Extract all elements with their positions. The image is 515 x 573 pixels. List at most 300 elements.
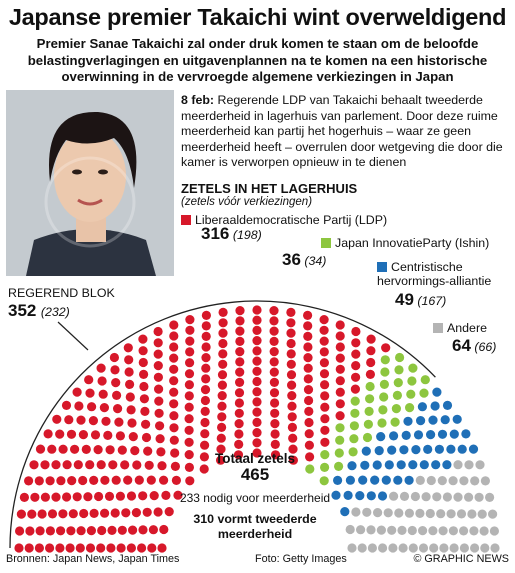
seat-dot-party-0 bbox=[270, 337, 279, 346]
seat-dot-party-2 bbox=[432, 388, 441, 397]
seat-dot-party-2 bbox=[414, 430, 423, 439]
seat-dot-party-0 bbox=[287, 360, 296, 369]
seat-dot-party-0 bbox=[235, 357, 244, 366]
seat-dot-party-0 bbox=[66, 543, 75, 552]
seat-dot-party-0 bbox=[217, 402, 226, 411]
seat-dot-party-0 bbox=[303, 332, 312, 341]
seat-dot-party-0 bbox=[336, 388, 345, 397]
total-label: Totaal zetels bbox=[214, 451, 296, 466]
seat-dot-party-0 bbox=[138, 525, 147, 534]
seat-dot-party-3 bbox=[408, 526, 417, 535]
seat-dot-party-0 bbox=[74, 401, 83, 410]
seat-dot-party-0 bbox=[252, 377, 261, 386]
seat-dot-party-0 bbox=[105, 492, 114, 501]
seat-dot-party-0 bbox=[185, 380, 194, 389]
seat-dot-party-0 bbox=[137, 543, 146, 552]
seat-dot-party-0 bbox=[351, 361, 360, 370]
seat-dot-party-0 bbox=[286, 318, 295, 327]
seat-dot-party-3 bbox=[459, 476, 468, 485]
seat-dot-party-0 bbox=[139, 358, 148, 367]
seat-dot-party-2 bbox=[420, 460, 429, 469]
seat-dot-party-0 bbox=[270, 347, 279, 356]
seat-dot-party-0 bbox=[138, 335, 147, 344]
seat-dot-party-0 bbox=[320, 347, 329, 356]
ishin-prev: (34) bbox=[304, 254, 327, 268]
seat-dot-party-0 bbox=[288, 434, 297, 443]
seat-dot-party-0 bbox=[252, 418, 261, 427]
seat-dot-party-0 bbox=[41, 493, 50, 502]
seat-dot-party-0 bbox=[62, 401, 71, 410]
seat-dot-party-0 bbox=[90, 509, 99, 518]
seat-dot-party-0 bbox=[381, 343, 390, 352]
seat-dot-party-3 bbox=[439, 543, 448, 552]
seat-dot-party-2 bbox=[378, 491, 387, 500]
seat-dot-party-0 bbox=[271, 440, 280, 449]
seat-dot-party-0 bbox=[66, 526, 75, 535]
seat-dot-party-0 bbox=[270, 398, 279, 407]
seat-dot-party-0 bbox=[201, 374, 210, 383]
seat-dot-party-3 bbox=[449, 476, 458, 485]
seat-dot-party-3 bbox=[388, 543, 397, 552]
seat-dot-party-0 bbox=[123, 476, 132, 485]
seat-dot-party-0 bbox=[320, 391, 329, 400]
seat-dot-party-0 bbox=[149, 525, 158, 534]
seat-dot-party-0 bbox=[165, 507, 174, 516]
seat-dot-party-0 bbox=[218, 391, 227, 400]
ruling-bloc-seats: 352 bbox=[8, 301, 37, 320]
seat-dot-party-0 bbox=[140, 407, 149, 416]
seat-dot-party-2 bbox=[360, 461, 369, 470]
seat-dot-party-0 bbox=[320, 369, 329, 378]
seat-dot-party-0 bbox=[159, 525, 168, 534]
seat-dot-party-0 bbox=[52, 415, 61, 424]
seat-dot-party-0 bbox=[303, 311, 312, 320]
seat-dot-party-0 bbox=[55, 430, 64, 439]
seat-dot-party-0 bbox=[154, 338, 163, 347]
seat-dot-party-3 bbox=[478, 509, 487, 518]
seat-dot-party-0 bbox=[169, 411, 178, 420]
seat-dot-party-3 bbox=[453, 460, 462, 469]
seat-dot-party-0 bbox=[202, 332, 211, 341]
seat-dot-party-3 bbox=[475, 493, 484, 502]
seat-dot-party-0 bbox=[154, 373, 163, 382]
seat-dot-party-2 bbox=[450, 430, 459, 439]
seat-dot-party-1 bbox=[366, 382, 375, 391]
seat-dot-party-3 bbox=[490, 543, 499, 552]
seat-dot-party-3 bbox=[469, 526, 478, 535]
seat-dot-party-3 bbox=[467, 509, 476, 518]
seat-dot-party-2 bbox=[428, 416, 437, 425]
seat-dot-party-0 bbox=[24, 476, 33, 485]
seat-dot-party-3 bbox=[378, 543, 387, 552]
seat-dot-party-1 bbox=[378, 405, 387, 414]
seat-dot-party-2 bbox=[446, 445, 455, 454]
seat-dot-party-0 bbox=[147, 476, 156, 485]
seat-dot-party-1 bbox=[405, 403, 414, 412]
seat-dot-party-3 bbox=[453, 493, 462, 502]
seat-dot-party-0 bbox=[304, 374, 313, 383]
seat-dot-party-2 bbox=[435, 445, 444, 454]
seat-dot-party-0 bbox=[169, 399, 178, 408]
seat-dot-party-0 bbox=[320, 315, 329, 324]
seat-dot-party-0 bbox=[135, 476, 144, 485]
seat-dot-party-0 bbox=[157, 543, 166, 552]
seat-dot-party-3 bbox=[460, 543, 469, 552]
seat-dot-party-0 bbox=[234, 429, 243, 438]
seat-dot-party-2 bbox=[458, 445, 467, 454]
seat-dot-party-0 bbox=[185, 414, 194, 423]
ishin-seats: 36 bbox=[282, 250, 301, 269]
seat-dot-party-0 bbox=[201, 364, 210, 373]
seat-dot-party-0 bbox=[185, 426, 194, 435]
seat-dot-party-0 bbox=[83, 492, 92, 501]
seat-dot-party-2 bbox=[431, 460, 440, 469]
majority-note: 233 nodig voor meerderheid bbox=[179, 491, 331, 505]
seat-dot-party-0 bbox=[305, 429, 314, 438]
seat-dot-party-0 bbox=[97, 526, 106, 535]
seat-dot-party-0 bbox=[336, 376, 345, 385]
seat-dot-party-0 bbox=[270, 327, 279, 336]
seat-dot-party-2 bbox=[370, 476, 379, 485]
seat-dot-party-3 bbox=[481, 476, 490, 485]
seat-dot-party-0 bbox=[303, 353, 312, 362]
seat-dot-party-3 bbox=[366, 525, 375, 534]
seat-dot-party-0 bbox=[169, 365, 178, 374]
seat-dot-party-0 bbox=[20, 493, 29, 502]
seat-dot-party-0 bbox=[69, 509, 78, 518]
seat-dot-party-0 bbox=[252, 408, 261, 417]
seat-dot-party-2 bbox=[442, 460, 451, 469]
seat-dot-party-0 bbox=[218, 370, 227, 379]
seat-dot-party-0 bbox=[101, 417, 110, 426]
seat-dot-party-0 bbox=[132, 508, 141, 517]
seat-dot-party-0 bbox=[235, 316, 244, 325]
seat-dot-party-0 bbox=[110, 353, 119, 362]
seat-dot-party-0 bbox=[46, 526, 55, 535]
seat-dot-party-0 bbox=[127, 418, 136, 427]
seat-dot-party-0 bbox=[235, 327, 244, 336]
seat-dot-party-0 bbox=[76, 543, 85, 552]
seat-dot-party-0 bbox=[154, 397, 163, 406]
seats-heading: ZETELS IN HET LAGERHUIS bbox=[181, 181, 358, 196]
seat-dot-party-0 bbox=[44, 429, 53, 438]
seat-dot-party-0 bbox=[76, 416, 85, 425]
seat-dot-party-3 bbox=[443, 492, 452, 501]
seat-dot-party-0 bbox=[235, 378, 244, 387]
ruling-bloc-label: REGEREND BLOK bbox=[8, 286, 115, 300]
seat-dot-party-0 bbox=[252, 428, 261, 437]
seat-dot-party-2 bbox=[431, 401, 440, 410]
seat-dot-party-3 bbox=[418, 526, 427, 535]
seat-dot-party-0 bbox=[235, 306, 244, 315]
seat-dot-party-2 bbox=[367, 491, 376, 500]
seat-dot-party-0 bbox=[288, 412, 297, 421]
seat-dot-party-0 bbox=[114, 418, 123, 427]
seat-dot-party-0 bbox=[351, 385, 360, 394]
seat-dot-party-1 bbox=[395, 353, 404, 362]
seat-dot-party-2 bbox=[423, 445, 432, 454]
seat-dot-party-0 bbox=[287, 349, 296, 358]
seat-dot-party-3 bbox=[470, 476, 479, 485]
seat-dot-party-2 bbox=[416, 416, 425, 425]
seat-dot-party-0 bbox=[201, 396, 210, 405]
seat-dot-party-0 bbox=[139, 382, 148, 391]
seat-dot-party-0 bbox=[100, 476, 109, 485]
seat-dot-party-1 bbox=[380, 380, 389, 389]
seat-dot-party-0 bbox=[25, 526, 34, 535]
seat-dot-party-0 bbox=[85, 460, 94, 469]
seat-dot-party-0 bbox=[185, 315, 194, 324]
seat-dot-party-0 bbox=[218, 360, 227, 369]
ldp-prev: (198) bbox=[232, 228, 262, 242]
seat-dot-party-0 bbox=[46, 476, 55, 485]
seat-dot-party-2 bbox=[411, 445, 420, 454]
seat-dot-party-0 bbox=[351, 327, 360, 336]
seat-dot-party-0 bbox=[320, 326, 329, 335]
seat-dot-party-0 bbox=[147, 543, 156, 552]
seat-dot-party-3 bbox=[368, 543, 377, 552]
seat-dot-party-0 bbox=[127, 491, 136, 500]
seat-dot-party-2 bbox=[358, 476, 367, 485]
seat-dot-party-3 bbox=[419, 543, 428, 552]
seat-dot-party-0 bbox=[287, 339, 296, 348]
seat-dot-party-2 bbox=[453, 415, 462, 424]
seat-dot-party-0 bbox=[169, 342, 178, 351]
seat-dot-party-0 bbox=[169, 388, 178, 397]
seat-dot-party-0 bbox=[336, 411, 345, 420]
seat-dot-party-0 bbox=[82, 445, 91, 454]
seat-dot-party-0 bbox=[91, 430, 100, 439]
seat-dot-party-0 bbox=[14, 543, 23, 552]
seat-dot-party-0 bbox=[51, 460, 60, 469]
seat-dot-party-0 bbox=[218, 329, 227, 338]
seat-dot-party-1 bbox=[377, 418, 386, 427]
seat-dot-party-3 bbox=[488, 509, 497, 518]
seat-dot-party-0 bbox=[100, 403, 109, 412]
seat-dot-party-3 bbox=[426, 509, 435, 518]
seat-dot-party-0 bbox=[336, 331, 345, 340]
seat-dot-party-0 bbox=[96, 543, 105, 552]
seat-dot-party-0 bbox=[304, 407, 313, 416]
seat-dot-party-0 bbox=[62, 492, 71, 501]
seat-dot-party-0 bbox=[169, 320, 178, 329]
seat-dot-party-0 bbox=[336, 342, 345, 351]
seat-dot-party-0 bbox=[185, 347, 194, 356]
seat-dot-party-0 bbox=[235, 398, 244, 407]
ruling-bloc-leader-line bbox=[58, 322, 88, 350]
seat-dot-party-0 bbox=[217, 412, 226, 421]
seat-dot-party-0 bbox=[63, 460, 72, 469]
seat-dot-party-0 bbox=[320, 380, 329, 389]
seat-dot-party-0 bbox=[367, 335, 376, 344]
seat-dot-party-0 bbox=[25, 543, 34, 552]
seat-dot-party-0 bbox=[169, 376, 178, 385]
seat-dot-party-0 bbox=[67, 430, 76, 439]
seat-dot-party-0 bbox=[252, 357, 261, 366]
seat-dot-party-3 bbox=[356, 525, 365, 534]
seat-dot-party-3 bbox=[429, 543, 438, 552]
seat-dot-party-0 bbox=[30, 493, 39, 502]
seat-dot-party-0 bbox=[170, 436, 179, 445]
seat-dot-party-2 bbox=[387, 446, 396, 455]
seat-dot-party-0 bbox=[97, 364, 106, 373]
seat-dot-party-0 bbox=[107, 526, 116, 535]
seat-dot-party-0 bbox=[270, 388, 279, 397]
seat-dot-party-3 bbox=[480, 526, 489, 535]
seat-dot-party-1 bbox=[349, 434, 358, 443]
seat-dot-party-0 bbox=[124, 343, 133, 352]
seat-dot-party-3 bbox=[464, 460, 473, 469]
seat-dot-party-0 bbox=[94, 445, 103, 454]
seat-dot-party-0 bbox=[74, 460, 83, 469]
seat-dot-party-0 bbox=[270, 368, 279, 377]
seat-dot-party-1 bbox=[365, 394, 374, 403]
seat-dot-party-0 bbox=[79, 430, 88, 439]
alliance-prev: (167) bbox=[417, 294, 447, 308]
other-prev: (66) bbox=[474, 340, 497, 354]
seat-dot-party-0 bbox=[270, 378, 279, 387]
seat-dot-party-1 bbox=[364, 420, 373, 429]
seat-dot-party-0 bbox=[185, 403, 194, 412]
seat-dot-party-0 bbox=[304, 385, 313, 394]
seat-dot-party-0 bbox=[201, 385, 210, 394]
seat-dot-party-0 bbox=[77, 526, 86, 535]
seat-dot-party-0 bbox=[116, 431, 125, 440]
seat-dot-party-3 bbox=[399, 543, 408, 552]
seat-dot-party-1 bbox=[381, 355, 390, 364]
seat-dot-party-0 bbox=[73, 492, 82, 501]
seat-dot-party-2 bbox=[403, 417, 412, 426]
seat-dot-party-0 bbox=[99, 390, 108, 399]
seat-dot-party-2 bbox=[397, 460, 406, 469]
seat-dot-party-0 bbox=[79, 509, 88, 518]
seat-dot-party-0 bbox=[320, 414, 329, 423]
seat-dot-party-3 bbox=[409, 543, 418, 552]
seat-dot-party-0 bbox=[70, 445, 79, 454]
seat-dot-party-0 bbox=[124, 355, 133, 364]
seat-dot-party-0 bbox=[201, 353, 210, 362]
seat-dot-party-0 bbox=[154, 507, 163, 516]
seat-dot-party-0 bbox=[235, 419, 244, 428]
seat-dot-party-0 bbox=[202, 321, 211, 330]
seat-dot-party-0 bbox=[97, 460, 106, 469]
seat-dot-party-0 bbox=[64, 415, 73, 424]
seat-dot-party-0 bbox=[126, 392, 135, 401]
seat-dot-party-0 bbox=[304, 364, 313, 373]
seat-dot-party-1 bbox=[393, 391, 402, 400]
seat-dot-party-0 bbox=[366, 346, 375, 355]
seat-dot-party-0 bbox=[118, 446, 127, 455]
seat-dot-party-0 bbox=[56, 476, 65, 485]
alliance-seats: 49 bbox=[395, 290, 414, 309]
seat-dot-party-0 bbox=[127, 405, 136, 414]
seat-dot-party-0 bbox=[252, 397, 261, 406]
ldp-seats: 316 bbox=[201, 224, 230, 243]
seat-dot-party-0 bbox=[27, 509, 36, 518]
seat-dot-party-0 bbox=[110, 365, 119, 374]
seat-dot-party-0 bbox=[15, 526, 24, 535]
seat-dot-party-3 bbox=[415, 509, 424, 518]
seat-dot-party-1 bbox=[335, 423, 344, 432]
seat-dot-party-3 bbox=[432, 492, 441, 501]
seat-dot-party-0 bbox=[270, 357, 279, 366]
seat-dot-party-0 bbox=[270, 409, 279, 418]
seat-dot-party-2 bbox=[375, 446, 384, 455]
seat-dot-party-0 bbox=[85, 389, 94, 398]
seat-dot-party-2 bbox=[405, 476, 414, 485]
seat-dot-party-0 bbox=[118, 526, 127, 535]
seat-dot-party-0 bbox=[86, 543, 95, 552]
seat-dot-party-3 bbox=[377, 526, 386, 535]
seat-dot-party-2 bbox=[418, 402, 427, 411]
subheadline: Premier Sanae Takaichi zal onder druk komen te staan om de beloofde belastingverlagingen en uitgavenplannen na te komen na een historische overwinning in de vervroegde algemene verkiezingen in Japan bbox=[27, 36, 488, 84]
seat-dot-party-1 bbox=[392, 404, 401, 413]
seat-dot-party-0 bbox=[185, 358, 194, 367]
seat-dot-party-0 bbox=[48, 509, 57, 518]
footer-sources: Bronnen: Japan News, Japan Times bbox=[6, 553, 180, 565]
seat-dot-party-1 bbox=[365, 407, 374, 416]
seat-dot-party-0 bbox=[351, 338, 360, 347]
seat-dot-party-0 bbox=[145, 461, 154, 470]
seat-dot-party-3 bbox=[470, 543, 479, 552]
seat-dot-party-2 bbox=[408, 460, 417, 469]
seat-dot-party-2 bbox=[382, 476, 391, 485]
seat-dot-party-0 bbox=[94, 492, 103, 501]
headline: Japanse premier Takaichi wint overweldigend bbox=[8, 4, 507, 30]
seat-dot-party-0 bbox=[139, 346, 148, 355]
seat-dot-party-2 bbox=[441, 415, 450, 424]
seat-dot-party-0 bbox=[55, 543, 64, 552]
seat-dot-party-0 bbox=[336, 399, 345, 408]
seat-dot-party-2 bbox=[385, 460, 394, 469]
seat-dot-party-2 bbox=[373, 460, 382, 469]
seat-dot-party-0 bbox=[217, 423, 226, 432]
seat-dot-party-0 bbox=[351, 373, 360, 382]
seat-dot-party-0 bbox=[155, 421, 164, 430]
seat-dot-party-0 bbox=[252, 367, 261, 376]
seat-dot-party-0 bbox=[111, 378, 120, 387]
seat-dot-party-0 bbox=[154, 361, 163, 370]
seat-dot-party-3 bbox=[347, 543, 356, 552]
seat-dot-party-0 bbox=[286, 329, 295, 338]
seat-dot-party-3 bbox=[459, 526, 468, 535]
seat-dot-party-0 bbox=[117, 543, 126, 552]
other-name: Andere bbox=[447, 321, 487, 335]
seat-dot-party-3 bbox=[397, 526, 406, 535]
seat-dot-party-0 bbox=[218, 349, 227, 358]
supermajority-note: 310 vormt tweederde meerderheid bbox=[193, 512, 317, 541]
intro-date: 8 feb: bbox=[181, 93, 215, 107]
seat-dot-party-0 bbox=[202, 311, 211, 320]
seat-dot-party-0 bbox=[139, 370, 148, 379]
seat-dot-party-0 bbox=[169, 331, 178, 340]
seat-dot-party-3 bbox=[457, 509, 466, 518]
footer-photo: Foto: Getty Images bbox=[255, 553, 347, 565]
seat-dot-party-1 bbox=[380, 367, 389, 376]
seat-dot-party-0 bbox=[150, 491, 159, 500]
seat-dot-party-1 bbox=[350, 409, 359, 418]
seat-dot-party-2 bbox=[469, 445, 478, 454]
seat-dot-party-2 bbox=[355, 491, 364, 500]
seat-dot-party-0 bbox=[154, 350, 163, 359]
seat-dot-party-0 bbox=[185, 337, 194, 346]
seat-dot-party-1 bbox=[421, 375, 430, 384]
seat-dot-party-1 bbox=[379, 392, 388, 401]
seat-dot-party-0 bbox=[89, 476, 98, 485]
seat-dot-party-3 bbox=[400, 492, 409, 501]
seat-dot-party-0 bbox=[235, 388, 244, 397]
seat-dot-party-0 bbox=[56, 526, 65, 535]
